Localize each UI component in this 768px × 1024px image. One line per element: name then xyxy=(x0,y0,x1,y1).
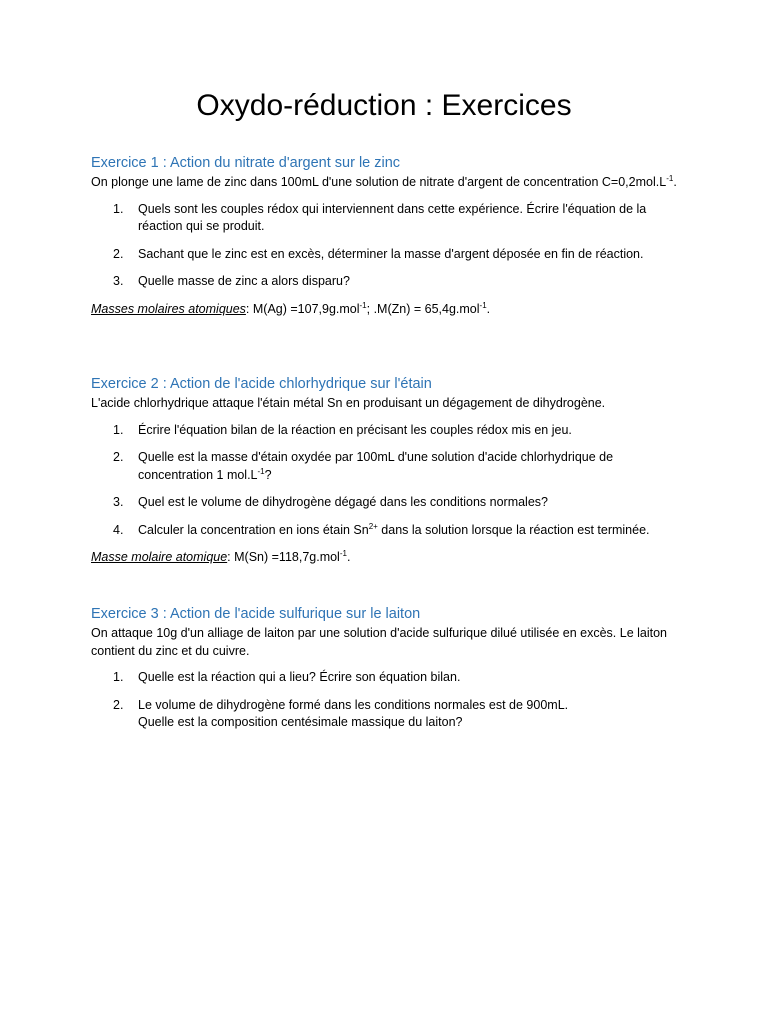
list-item: 4. Calculer la concentration en ions étain $Sn^{2+}$ dans la solution lorsque la réaction est terminée. xyxy=(113,521,650,537)
exercise-1-questions xyxy=(91,201,691,291)
exercise-3-questions xyxy=(91,669,691,732)
exercise-3 xyxy=(91,605,691,742)
exercise-1 xyxy=(91,154,691,318)
exercise-2-intro: L'acide chlorhydrique attaque l'étain métal Sn en produisant un dégagement de dihydrogène. xyxy=(91,396,606,410)
exercise-2-heading: Exercice 2 : Action de l'acide chlorhydrique sur l'étain xyxy=(91,376,432,392)
list-item: 3. Quel est le volume de dihydrogène dégagé dans les conditions normales? xyxy=(113,495,548,509)
list-item: 3. Quelle masse de zinc a alors disparu? xyxy=(113,274,350,288)
exercise-2 xyxy=(91,375,691,567)
page-title: Oxydo-réduction : Exercices xyxy=(196,89,572,122)
exercise-1-intro: On plonge une lame de zinc dans 100mL d'une solution de nitrate d'argent de concentration $C=0,2mol.L^{-1}$. xyxy=(91,173,677,189)
exercise-1-molar-masses: Masses molaires atomiques: M(Ag) =107,9g.mol$^{-1}$; .M(Zn) = 65,4g.mol$^{-1}$. xyxy=(91,300,491,316)
list-item: 1. Écrire l'équation bilan de la réaction en précisant les couples rédox mis en jeu. xyxy=(113,422,572,437)
list-item: 2. Le volume de dihydrogène formé dans les conditions normales est de 900mL. Quelle est la composition centésimale massique du laiton? xyxy=(113,697,569,729)
exercise-3-heading: Exercice 3 : Action de l'acide sulfurique sur le laiton xyxy=(91,606,421,622)
list-item: 1. Quels sont les couples rédox qui interviennent dans cette expérience. Écrire l'équation de la réaction qui se produit. xyxy=(113,201,647,233)
exercise-3-intro: On attaque 10g d'un alliage de laiton par une solution d'acide sulfurique dilué utilisée en excès. Le laiton contient du zinc et du cuivre. xyxy=(91,626,668,658)
exercise-1-heading: Exercice 1 : Action du nitrate d'argent sur le zinc xyxy=(91,155,401,171)
list-item: 1. Quelle est la réaction qui a lieu? Écrire son équation bilan. xyxy=(113,670,461,684)
exercise-2-questions xyxy=(91,422,691,540)
list-item: 2. Sachant que le zinc est en excès, déterminer la masse d'argent déposée en fin de réaction. xyxy=(113,246,644,261)
exercise-2-molar-mass: Masse molaire atomique: M(Sn) =118,7g.mol$^{-1}$. xyxy=(91,548,351,564)
list-item: 2. Quelle est la masse d'étain oxydée par 100mL d'une solution d'acide chlorhydrique de concentration 1 $mol.L^{-1}$? xyxy=(113,450,614,482)
